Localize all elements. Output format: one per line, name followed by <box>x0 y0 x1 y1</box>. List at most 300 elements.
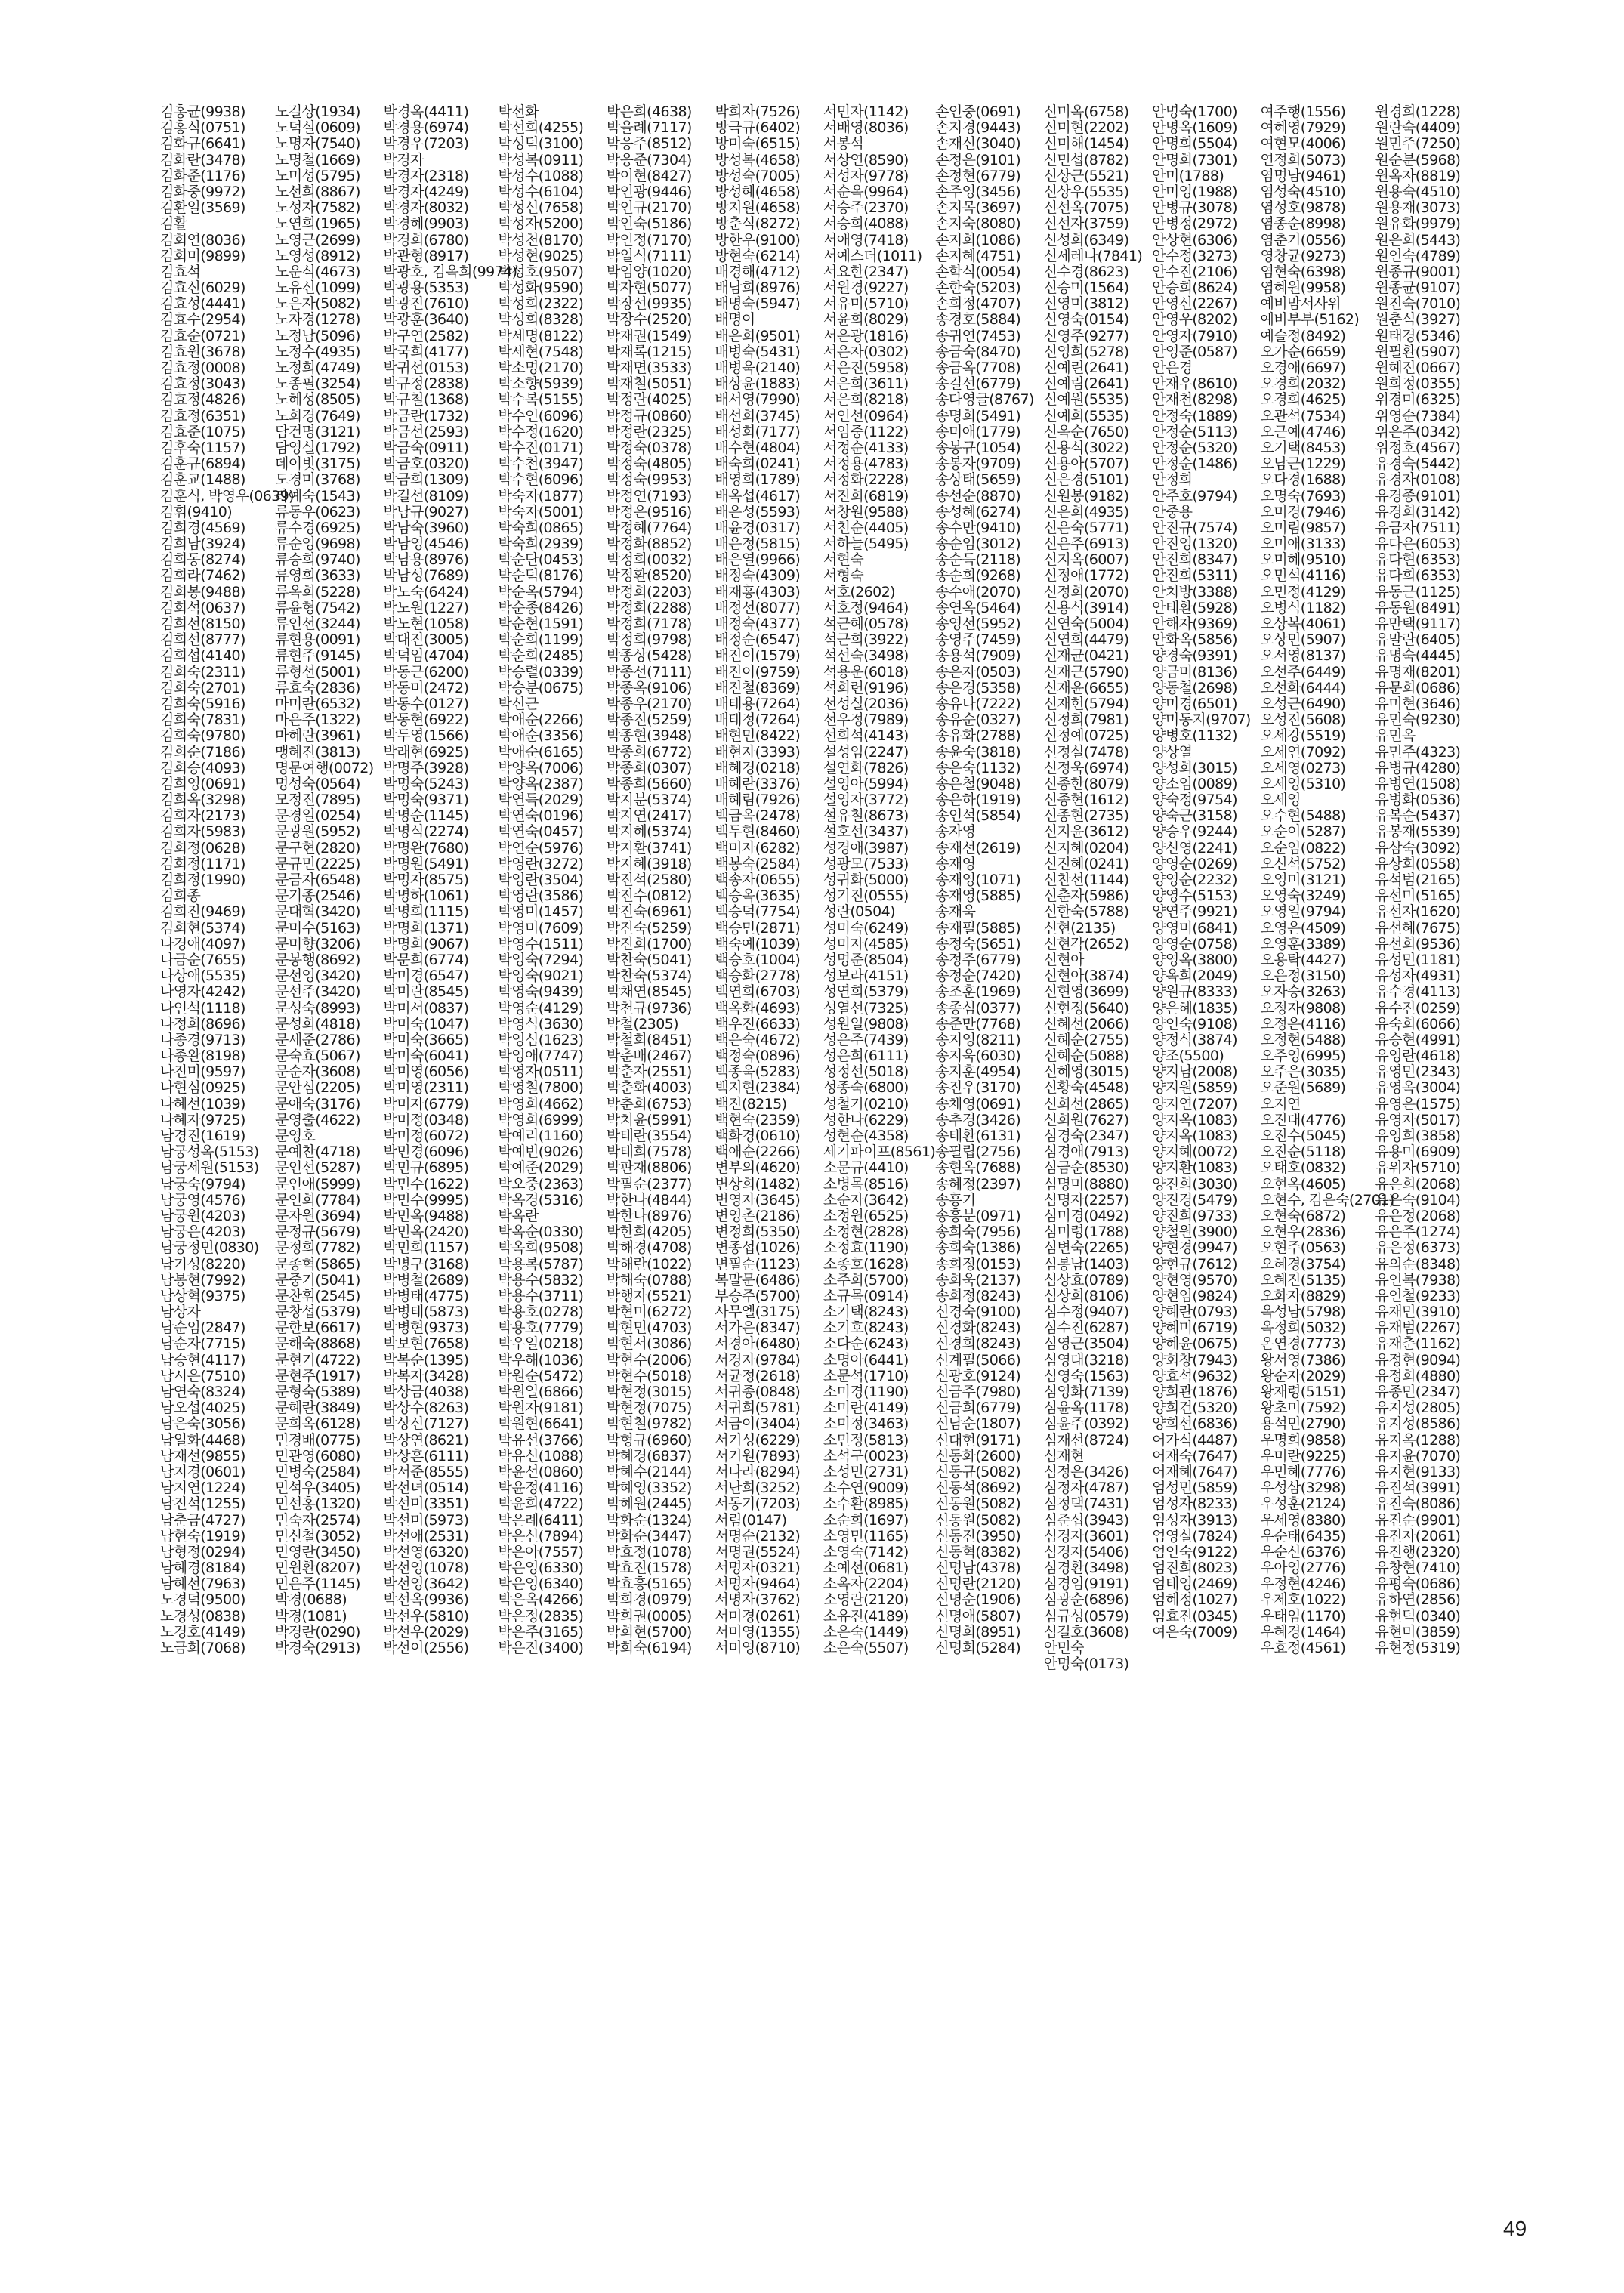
name-entry: 원민주(7250) <box>1375 135 1461 153</box>
name-entry: 배정숙(4377) <box>715 616 801 632</box>
name-entry: 유민숙(9230) <box>1375 711 1461 729</box>
name-entry: 백화경(0610) <box>715 1128 801 1144</box>
name-entry: 류윤형(7542) <box>275 599 360 616</box>
name-entry: 노정희(4749) <box>275 360 360 376</box>
name-entry: 민원환(8207) <box>275 1560 360 1577</box>
name-entry: 박현철(9782) <box>606 1415 692 1433</box>
name-entry: 민영란(3450) <box>275 1543 360 1560</box>
name-entry: 박종선(7111) <box>606 663 692 680</box>
name-entry: 김효정(6351) <box>160 407 245 424</box>
name-entry: 신희원(7627) <box>1043 1111 1129 1128</box>
name-entry: 양연주(9921) <box>1152 903 1237 921</box>
name-entry: 오미림(9857) <box>1260 519 1346 536</box>
name-entry: 위은주(0342) <box>1375 423 1461 440</box>
name-entry: 송봉규(1054) <box>935 439 1021 456</box>
name-entry: 문봉행(8692) <box>275 951 360 968</box>
name-entry: 심길호(3608) <box>1043 1623 1129 1640</box>
name-entry: 노자경(1278) <box>275 311 360 329</box>
name-entry: 유숙희(6066) <box>1375 1015 1461 1032</box>
name-entry: 송지욱(6030) <box>935 1048 1021 1065</box>
name-entry: 왕초미(7592) <box>1260 1400 1346 1417</box>
name-entry: 양영옥(3800) <box>1152 951 1237 968</box>
name-column <box>1260 103 1394 2159</box>
name-entry: 박민수(1622) <box>383 1175 469 1193</box>
name-entry: 배혜경(0218) <box>715 759 801 776</box>
name-entry: 양병호(1132) <box>1152 727 1237 745</box>
name-entry: 소기호(8243) <box>823 1319 909 1337</box>
name-entry: 연정희(5073) <box>1260 151 1346 168</box>
name-entry: 우성삼(3298) <box>1260 1480 1346 1497</box>
name-entry: 안민숙 <box>1043 1640 1084 1656</box>
name-entry: 박영숙(9439) <box>498 983 584 1001</box>
name-entry: 송채영(0691) <box>935 1095 1021 1113</box>
name-entry: 서승희(4088) <box>823 215 909 233</box>
name-entry: 양혜윤(0675) <box>1152 1335 1237 1353</box>
name-entry: 남궁정민(0830) <box>160 1239 259 1257</box>
name-entry: 신현영(3699) <box>1043 983 1129 1001</box>
name-entry: 박선이(2556) <box>383 1640 469 1656</box>
name-entry: 성광모(7533) <box>823 855 909 872</box>
name-entry: 박은례(6411) <box>498 1511 584 1529</box>
name-entry: 박경자 <box>383 151 424 168</box>
name-entry: 서은희(3611) <box>823 375 909 393</box>
name-entry: 소종호(1628) <box>823 1255 909 1273</box>
name-entry: 김희숙(2701) <box>160 679 245 696</box>
name-entry: 원태경(5346) <box>1375 327 1461 344</box>
name-entry: 송재영(1071) <box>935 872 1021 888</box>
name-entry: 오현수, 김은숙(2701) <box>1260 1191 1394 1208</box>
name-entry: 신상우(5535) <box>1043 183 1129 200</box>
name-entry: 소주희(5700) <box>823 1271 909 1288</box>
name-entry: 안진희(8347) <box>1152 551 1237 569</box>
name-entry: 김희자(5983) <box>160 823 245 841</box>
name-entry: 민병숙(2584) <box>275 1463 360 1480</box>
name-entry: 박인광(9446) <box>606 183 692 200</box>
name-entry: 안명숙(1700) <box>1152 103 1237 120</box>
name-entry: 소다순(6243) <box>823 1335 909 1353</box>
name-entry: 남궁세원(5153) <box>160 1159 259 1177</box>
name-entry: 남궁성옥(5153) <box>160 1143 259 1161</box>
name-entry: 김희숙(9780) <box>160 727 245 745</box>
name-entry: 배재홍(4303) <box>715 583 801 600</box>
name-entry: 박지혜(5374) <box>606 823 692 841</box>
name-entry: 양진희(9733) <box>1152 1207 1237 1224</box>
name-entry: 남재선(9855) <box>160 1447 245 1464</box>
name-entry: 양지원(5859) <box>1152 1079 1237 1097</box>
name-entry: 박영미(1457) <box>498 903 584 921</box>
name-entry: 신예원(5535) <box>1043 391 1129 409</box>
name-entry: 서현숙 <box>823 551 864 569</box>
name-entry: 오현우(2836) <box>1260 1224 1346 1241</box>
name-entry: 변영촌(2186) <box>715 1207 801 1224</box>
name-entry: 박은신(7894) <box>498 1527 584 1545</box>
name-entry: 박원자(9181) <box>498 1400 584 1417</box>
name-entry: 신미현(2202) <box>1043 119 1129 137</box>
name-entry: 송흥기 <box>935 1191 976 1208</box>
name-entry: 오정현(5488) <box>1260 1031 1346 1048</box>
name-entry: 백정숙(0896) <box>715 1048 801 1065</box>
name-entry: 소규목(0914) <box>823 1287 909 1304</box>
name-entry: 박은진(3400) <box>498 1640 584 1656</box>
name-entry: 노영성(8912) <box>275 247 360 264</box>
name-entry: 오미혜(9510) <box>1260 551 1346 569</box>
name-entry: 유경자(0108) <box>1375 471 1461 489</box>
name-entry: 문순자(3608) <box>275 1063 360 1081</box>
name-entry: 오민정(4129) <box>1260 583 1346 600</box>
name-entry: 배경해(4712) <box>715 263 801 280</box>
name-entry: 신동원(5082) <box>935 1511 1021 1529</box>
name-entry: 신동원(5082) <box>935 1495 1021 1513</box>
name-entry: 엄혜정(1027) <box>1152 1591 1237 1609</box>
name-entry: 양진희(3030) <box>1152 1175 1237 1193</box>
name-entry: 박옥순(0330) <box>498 1224 584 1241</box>
name-entry: 배명이 <box>715 311 755 329</box>
name-entry: 서호(2602) <box>823 583 895 600</box>
name-entry: 배수현(4804) <box>715 439 801 456</box>
name-entry: 소미경(1190) <box>823 1384 909 1400</box>
name-entry: 박명숙(5243) <box>383 775 469 792</box>
name-entry: 오순이(5287) <box>1260 823 1346 841</box>
name-entry: 신대현(9171) <box>935 1431 1021 1449</box>
name-entry: 박정숙(0378) <box>606 439 692 456</box>
name-entry: 신명희(8951) <box>935 1623 1021 1640</box>
name-entry: 신혜순(2755) <box>1043 1031 1129 1048</box>
name-entry: 오세영(0273) <box>1260 759 1346 776</box>
name-entry: 예슬정(8492) <box>1260 327 1346 344</box>
name-entry: 유경희(3142) <box>1375 503 1461 520</box>
name-entry: 유진자(2061) <box>1375 1527 1461 1545</box>
name-entry: 김희섭(4140) <box>160 647 245 665</box>
name-entry: 문미향(3206) <box>275 935 360 952</box>
name-entry: 서인선(0964) <box>823 407 909 424</box>
name-entry: 우세영(8380) <box>1260 1511 1346 1529</box>
name-entry: 김희선(8777) <box>160 631 245 649</box>
name-entry: 박필순(2377) <box>606 1175 692 1193</box>
name-entry: 박현서(3086) <box>606 1335 692 1353</box>
name-entry: 모정진(7895) <box>275 792 360 809</box>
name-entry: 오세연(7092) <box>1260 743 1346 761</box>
name-entry: 노경덕(9500) <box>160 1591 245 1609</box>
name-entry: 엄태영(2469) <box>1152 1575 1237 1593</box>
name-entry: 유영은(1575) <box>1375 1095 1461 1113</box>
name-entry: 소문석(1710) <box>823 1367 909 1384</box>
name-entry: 김홍식(0751) <box>160 119 245 137</box>
name-entry: 김희현(5374) <box>160 919 245 937</box>
name-entry: 신정애(1772) <box>1043 567 1129 585</box>
name-column <box>1375 104 1484 2159</box>
name-entry: 신황숙(4548) <box>1043 1079 1129 1097</box>
name-entry: 양혜미(6719) <box>1152 1319 1237 1337</box>
name-entry: 배은정(5815) <box>715 535 801 553</box>
name-entry: 신은숙(5771) <box>1043 519 1129 536</box>
name-entry: 유민옥 <box>1375 727 1416 745</box>
name-entry: 박양옥(2387) <box>498 775 584 792</box>
name-entry: 노연희(1965) <box>275 215 360 233</box>
name-entry: 오서영(8137) <box>1260 647 1346 665</box>
name-entry: 심경애(7913) <box>1043 1143 1129 1161</box>
name-entry: 엄성자(8233) <box>1152 1495 1237 1513</box>
name-entry: 안진희(5311) <box>1152 567 1237 585</box>
name-entry: 복말문(6486) <box>715 1271 801 1288</box>
name-entry: 박해란(1022) <box>606 1255 692 1273</box>
name-entry: 박진수(0812) <box>606 887 692 905</box>
name-entry: 박경자(2318) <box>383 167 469 184</box>
name-entry: 신재윤(6655) <box>1043 679 1129 696</box>
name-entry: 박원일(6866) <box>498 1384 584 1400</box>
name-entry: 백연희(6703) <box>715 983 801 1001</box>
name-entry: 변필순(1123) <box>715 1255 801 1273</box>
name-entry: 양동철(2698) <box>1152 679 1237 696</box>
name-entry: 서승주(2370) <box>823 199 909 217</box>
name-entry: 박병태(4775) <box>383 1287 469 1304</box>
name-entry: 송재필(5885) <box>935 919 1021 937</box>
name-entry: 박인숙(5186) <box>606 215 692 233</box>
name-entry: 석근혜(0578) <box>823 616 909 632</box>
name-entry: 신은주(6913) <box>1043 535 1129 553</box>
name-entry: 양희선(6836) <box>1152 1415 1237 1433</box>
name-entry: 남궁숙(9794) <box>160 1175 245 1193</box>
name-entry: 라예숙(1543) <box>275 487 360 505</box>
name-entry: 박애순(3356) <box>498 727 584 745</box>
name-entry: 김희석(0637) <box>160 599 245 616</box>
name-entry: 유지옥(1288) <box>1375 1431 1461 1449</box>
name-entry: 김화규(6641) <box>160 135 245 153</box>
name-entry: 우순신(6376) <box>1260 1543 1346 1560</box>
name-entry: 손정은(9101) <box>935 151 1021 168</box>
name-entry: 박정희(2288) <box>606 599 692 616</box>
name-entry: 노정수(4935) <box>275 343 360 360</box>
name-entry: 안태환(5928) <box>1152 599 1237 616</box>
name-entry: 송귀연(7453) <box>935 327 1021 344</box>
name-entry: 김희동(8274) <box>160 551 245 569</box>
name-entry: 박경옥(4411) <box>383 103 469 120</box>
name-entry: 서나라(8294) <box>715 1463 801 1480</box>
name-entry: 배은희(9501) <box>715 327 801 344</box>
name-entry: 양지남(2008) <box>1152 1063 1237 1081</box>
name-entry: 김활 <box>160 215 187 233</box>
name-entry: 김희경(4569) <box>160 519 245 536</box>
name-entry: 유민주(4323) <box>1375 743 1461 761</box>
name-entry: 박재면(3533) <box>606 360 692 376</box>
name-entry: 배명숙(5947) <box>715 295 801 313</box>
name-entry: 김효성(4441) <box>160 295 245 313</box>
name-entry: 송용석(7909) <box>935 647 1021 665</box>
name-entry: 박병구(3168) <box>383 1255 469 1273</box>
name-entry: 배남희(8976) <box>715 279 801 297</box>
name-entry: 배영희(1789) <box>715 471 801 489</box>
name-entry: 남순임(2847) <box>160 1319 245 1337</box>
name-entry: 오남근(1229) <box>1260 455 1346 473</box>
name-entry: 소은숙(1449) <box>823 1623 909 1640</box>
name-entry: 안중용 <box>1152 503 1193 520</box>
name-entry: 신미옥(6758) <box>1043 103 1129 120</box>
name-entry: 박은주(3165) <box>498 1623 584 1640</box>
name-entry: 서금이(3404) <box>715 1415 801 1433</box>
name-entry: 유인복(7938) <box>1375 1271 1461 1288</box>
name-entry: 신옥순(7650) <box>1043 423 1129 440</box>
name-entry: 박경희(6780) <box>383 231 469 248</box>
name-entry: 노경성(0838) <box>160 1607 245 1625</box>
name-entry: 신성희(6349) <box>1043 231 1129 248</box>
name-entry: 문희옥(6128) <box>275 1415 360 1433</box>
name-entry: 박춘화(4003) <box>606 1079 692 1097</box>
name-entry: 문창섭(5379) <box>275 1304 360 1321</box>
name-entry: 선우정(7989) <box>823 711 909 729</box>
name-entry: 선성실(2036) <box>823 695 909 712</box>
name-entry: 맹혜진(3813) <box>275 743 360 761</box>
name-entry: 신금희(6779) <box>935 1400 1021 1417</box>
name-entry: 유경종(9101) <box>1375 487 1461 505</box>
name-entry: 박형규(6960) <box>606 1431 692 1449</box>
name-entry: 오정은(4116) <box>1260 1015 1346 1032</box>
name-entry: 방극규(6402) <box>715 119 801 137</box>
name-entry: 박혜경(6837) <box>606 1447 692 1464</box>
name-entry: 송희정(0153) <box>935 1255 1021 1273</box>
name-entry: 박영미(7609) <box>498 919 584 937</box>
name-entry: 서형숙 <box>823 567 864 585</box>
name-entry: 오진수(5045) <box>1260 1128 1346 1144</box>
name-entry: 박서준(8555) <box>383 1463 469 1480</box>
name-entry: 박진석(2580) <box>606 872 692 888</box>
name-entry: 유위자(5710) <box>1375 1159 1461 1177</box>
name-entry: 나혜자(9725) <box>160 1111 245 1128</box>
name-entry: 노은자(5082) <box>275 295 360 313</box>
name-entry: 서미영(1355) <box>715 1623 801 1640</box>
name-entry: 우정현(4246) <box>1260 1575 1346 1593</box>
name-entry: 박영자(0511) <box>498 1063 584 1081</box>
name-entry: 우명희(9858) <box>1260 1431 1346 1449</box>
name-entry: 박영희(4662) <box>498 1095 584 1113</box>
name-entry: 심재현 <box>1043 1447 1084 1464</box>
name-entry: 문자원(3694) <box>275 1207 360 1224</box>
name-entry: 박정희(7178) <box>606 616 692 632</box>
name-entry: 손지숙(8080) <box>935 215 1021 233</box>
name-entry: 양지혜(0072) <box>1152 1143 1237 1161</box>
name-entry: 민석우(3405) <box>275 1480 360 1497</box>
name-entry: 변정희(5350) <box>715 1224 801 1241</box>
name-entry: 우아영(2776) <box>1260 1560 1346 1577</box>
name-entry: 설영아(5994) <box>823 775 909 792</box>
name-entry: 류인선(3244) <box>275 616 360 632</box>
name-entry: 여현모(4006) <box>1260 135 1346 153</box>
name-entry: 송길선(6779) <box>935 375 1021 393</box>
name-entry: 예비맘서사위 <box>1260 295 1341 313</box>
name-entry: 선희석(4143) <box>823 727 909 745</box>
name-entry: 박일식(7111) <box>606 247 692 264</box>
name-entry: 설성임(2247) <box>823 743 909 761</box>
name-entry: 소미란(4149) <box>823 1400 909 1417</box>
name-entry: 박민규(6895) <box>383 1159 469 1177</box>
name-entry: 오미애(3133) <box>1260 535 1346 553</box>
name-entry: 양원규(8333) <box>1152 983 1237 1001</box>
name-entry: 안정순(1486) <box>1152 455 1237 473</box>
name-entry: 송유화(2788) <box>935 727 1021 745</box>
name-entry: 문경일(0254) <box>275 807 360 825</box>
name-entry: 심수진(6287) <box>1043 1319 1129 1337</box>
name-entry: 신경희(8243) <box>935 1335 1021 1353</box>
name-entry: 성은희(6111) <box>823 1048 909 1065</box>
name-entry: 박옥희(9508) <box>498 1239 584 1257</box>
name-entry: 김훈교(1488) <box>160 471 245 489</box>
name-entry: 박영란(3586) <box>498 887 584 905</box>
name-entry: 안치방(3388) <box>1152 583 1237 600</box>
name-entry: 박상금(4038) <box>383 1384 469 1400</box>
name-entry: 서난희(3252) <box>715 1480 801 1497</box>
name-entry: 박명희(1115) <box>383 903 469 921</box>
name-entry: 박민수(9995) <box>383 1191 469 1208</box>
name-entry: 신영주(9277) <box>1043 327 1129 344</box>
name-entry: 유선자(1620) <box>1375 903 1461 921</box>
name-entry: 배진이(9759) <box>715 663 801 680</box>
name-entry: 박양옥(7006) <box>498 759 584 776</box>
name-entry: 옥성남(5798) <box>1260 1304 1346 1321</box>
name-entry: 문종혁(5865) <box>275 1255 360 1273</box>
name-entry: 박남규(9027) <box>383 503 469 520</box>
name-entry: 유재민(3910) <box>1375 1304 1461 1321</box>
name-entry: 박원현(6641) <box>498 1415 584 1433</box>
name-entry: 박명자(8575) <box>383 872 469 888</box>
name-entry: 백숙예(1039) <box>715 935 801 952</box>
name-entry: 김환일(3569) <box>160 199 245 217</box>
name-entry: 심명자(2257) <box>1043 1191 1129 1208</box>
name-entry: 남혜경(8184) <box>160 1560 245 1577</box>
name-entry: 유금자(7511) <box>1375 519 1461 536</box>
name-entry: 김희라(7462) <box>160 567 245 585</box>
name-entry: 배병숙(5431) <box>715 343 801 360</box>
name-entry: 신혜순(5088) <box>1043 1048 1129 1065</box>
name-entry: 박숙희(2939) <box>498 535 584 553</box>
name-entry: 신용아(5707) <box>1043 455 1129 473</box>
name-entry: 박병현(9373) <box>383 1319 469 1337</box>
name-entry: 도경미(3768) <box>275 471 360 489</box>
name-entry: 서상연(8590) <box>823 151 909 168</box>
name-entry: 성열선(7325) <box>823 999 909 1017</box>
name-entry: 박은아(7557) <box>498 1543 584 1560</box>
name-column <box>1152 104 1260 2159</box>
name-entry: 세기파이프(8561) <box>823 1143 936 1161</box>
name-entry: 소영란(2120) <box>823 1591 909 1609</box>
name-entry: 박연득(2029) <box>498 792 584 809</box>
name-entry: 박광용(5353) <box>383 279 469 297</box>
name-entry: 백승화(2778) <box>715 968 801 985</box>
name-entry: 손지희(1086) <box>935 231 1021 248</box>
name-entry: 옥정희(5032) <box>1260 1319 1346 1337</box>
name-entry: 박승렬(0339) <box>498 663 584 680</box>
name-entry: 안주호(9794) <box>1152 487 1237 505</box>
name-entry: 박민경(6096) <box>383 1143 469 1161</box>
name-entry: 소민정(5813) <box>823 1431 909 1449</box>
name-entry: 유재범(2267) <box>1375 1319 1461 1337</box>
name-entry: 양영미(6841) <box>1152 919 1237 937</box>
name-entry: 배상윤(1883) <box>715 375 801 393</box>
name-entry: 류현용(0091) <box>275 631 360 649</box>
name-entry: 유다은(6053) <box>1375 535 1461 553</box>
name-entry: 서명자(3762) <box>715 1591 801 1609</box>
name-entry: 박정규(0860) <box>606 407 692 424</box>
name-entry: 어재혜(7647) <box>1152 1463 1237 1480</box>
name-entry: 송지훈(4954) <box>935 1063 1021 1081</box>
name-entry: 류승희(9740) <box>275 551 360 569</box>
name-entry: 김희숙(7831) <box>160 711 245 729</box>
name-entry: 박성희(8328) <box>498 311 584 329</box>
name-entry: 박성희(2322) <box>498 295 584 313</box>
name-entry: 서창원(9588) <box>823 503 909 520</box>
name-entry: 오진대(4776) <box>1260 1111 1346 1128</box>
name-entry: 박영애(7747) <box>498 1048 584 1065</box>
name-entry: 박성천(8170) <box>498 231 584 248</box>
name-entry: 송추경(3426) <box>935 1111 1021 1128</box>
name-entry: 유재춘(1162) <box>1375 1335 1461 1353</box>
